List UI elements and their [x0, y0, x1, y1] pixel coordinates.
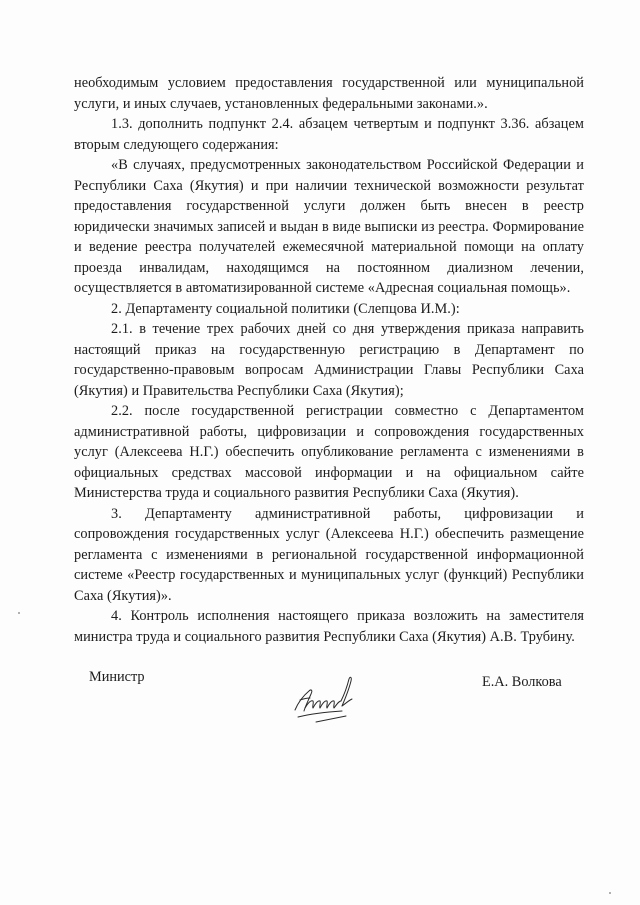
scan-speck	[609, 892, 611, 894]
paragraph-4: 2. Департаменту социальной политики (Слепцова И.М.):	[111, 300, 460, 317]
signatory-name: Е.А. Волкова	[482, 674, 562, 690]
paragraph-5: 2.1. в течение трех рабочих дней со дня утверждения приказа направить настоящий приказ на государственную регистрацию в Департамент по государственно-правовым вопросам Администрации Главы Республики Саха (Якутия) и Правительства Республики Саха (Якутия);	[74, 321, 584, 399]
paragraph-2: 1.3. дополнить подпункт 2.4. абзацем четвертым и подпункт 3.36. абзацем вторым следующего содержания:	[74, 116, 584, 153]
signatory-position: Министр	[89, 669, 145, 685]
signature-block	[0, 660, 640, 730]
paragraph-6: 2.2. после государственной регистрации совместно с Департаментом административной работы, цифровизации и сопровождения государственных услуг (Алексеева Н.Г.) обеспечить опубликование регламента с изменениями в официальных средствах массовой информации и на официальном сайте Министерства труда и социального развития Республики Саха (Якутия).	[74, 403, 584, 501]
paragraph-3: «В случаях, предусмотренных законодательством Российской Федерации и Республики Саха (Якутия) и при наличии технической возможности результат предоставления государственной услуги должен быть внесен в реестр юридически значимых записей и выдан в виде выписки из реестра. Формирование и ведение реестра получателей ежемесячной материальной помощи на оплату проезда инвалидам, находящимся на постоянном диализном лечении, осуществляется в автоматизированной системе «Адресная социальная помощь».	[74, 157, 584, 296]
document-body	[74, 73, 584, 647]
handwritten-signature	[286, 670, 366, 726]
paragraph-1: необходимым условием предоставления государственной или муниципальной услуги, и иных случаев, установленных федеральными законами.».	[74, 75, 584, 112]
paragraph-7: 3. Департаменту административной работы, цифровизации и сопровождения государственных услуг (Алексеева Н.Г.) обеспечить размещение регламента с изменениями в региональной государственной информационной системе «Реестр государственных и муниципальных услуг (функций) Республики Саха (Якутия)».	[74, 505, 584, 604]
paragraph-8: 4. Контроль исполнения настоящего приказа возложить на заместителя министра труда и социального развития Республики Саха (Якутия) А.В. Трубину.	[74, 608, 584, 645]
scan-speck	[18, 612, 20, 614]
